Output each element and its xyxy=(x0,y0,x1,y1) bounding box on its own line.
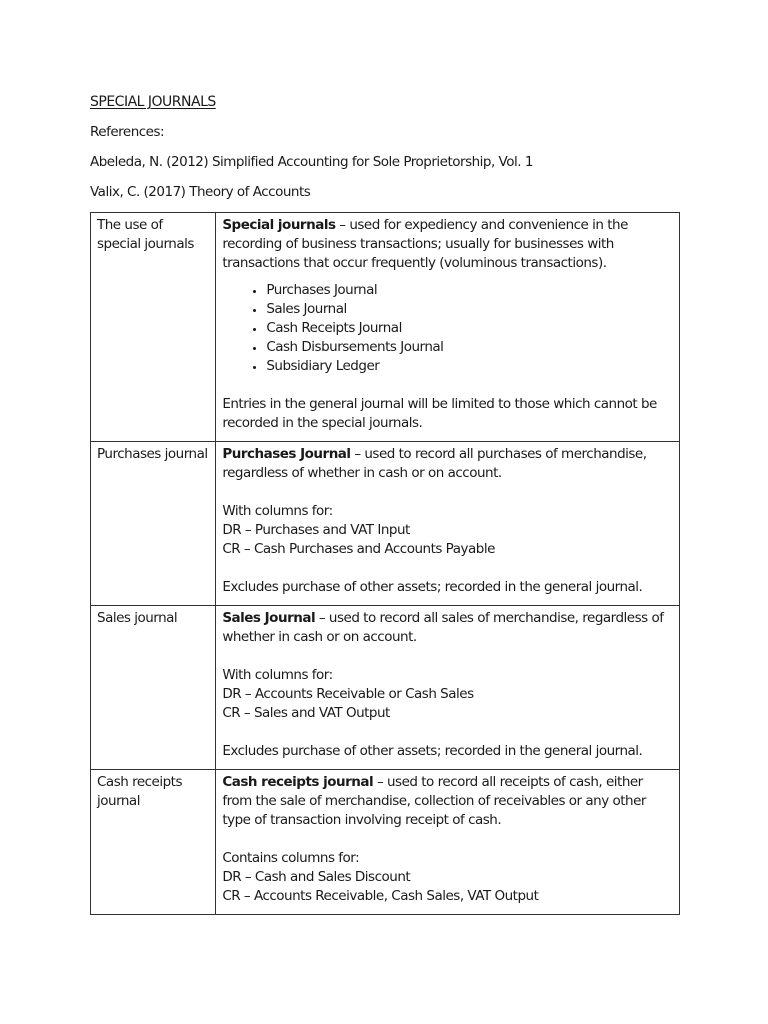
note-text: Excludes purchase of other assets; recorded in the general journal. xyxy=(222,579,643,595)
definition-paragraph xyxy=(222,216,673,273)
columns-heading: Contains columns for: xyxy=(222,850,360,866)
term: Sales Journal xyxy=(222,610,316,626)
table-row xyxy=(91,770,680,915)
table-row xyxy=(91,442,680,606)
list-item: • Sales Journal xyxy=(266,300,673,319)
row-label: Purchases journal xyxy=(91,442,216,606)
references-heading: References: xyxy=(90,124,165,140)
document-title: SPECIAL JOURNALS xyxy=(90,94,216,110)
list-item: • Cash Disbursements Journal xyxy=(266,338,673,357)
row-description xyxy=(216,770,680,915)
term: Special journals xyxy=(222,217,336,233)
row-description xyxy=(216,213,680,442)
list-item: • Subsidiary Ledger xyxy=(266,357,673,376)
document-page xyxy=(90,92,680,915)
reference-item-abeleda: Abeleda, N. (2012) Simplified Accounting for Sole Proprietorship, Vol. 1 xyxy=(90,154,533,170)
debit-line: DR – Cash and Sales Discount xyxy=(222,869,411,885)
columns-heading: With columns for: xyxy=(222,503,333,519)
list-item: • Cash Receipts Journal xyxy=(266,319,673,338)
row-label: The use of special journals xyxy=(91,213,216,442)
credit-line: CR – Accounts Receivable, Cash Sales, VAT Output xyxy=(222,888,539,904)
definition-text: – used to record all sales of merchandise, regardless of whether in cash or on account. xyxy=(222,610,664,645)
list-item: • Purchases Journal xyxy=(266,281,673,300)
row-label: Cash receipts journal xyxy=(91,770,216,915)
row-description xyxy=(216,606,680,770)
definition-text: – used to record all receipts of cash, either from the sale of merchandise, collection of receivables or any other type of transaction involving receipt of cash. xyxy=(222,774,646,828)
special-journals-table xyxy=(90,212,680,915)
debit-line: DR – Accounts Receivable or Cash Sales xyxy=(222,686,474,702)
row-label: Sales journal xyxy=(91,606,216,770)
term: Purchases Journal xyxy=(222,446,351,462)
note-text: Excludes purchase of other assets; recorded in the general journal. xyxy=(222,743,643,759)
note-text: Entries in the general journal will be limited to those which cannot be recorded in the special journals. xyxy=(222,396,657,431)
columns-heading: With columns for: xyxy=(222,667,333,683)
definition-text: – used for expediency and convenience in the recording of business transactions; usually for businesses with transactions that occur frequently (voluminous transactions). xyxy=(222,217,628,271)
reference-item-valix: Valix, C. (2017) Theory of Accounts xyxy=(90,184,311,200)
journal-types-list xyxy=(222,281,673,376)
definition-paragraph xyxy=(222,609,673,647)
term: Cash receipts journal xyxy=(222,774,374,790)
credit-line: CR – Cash Purchases and Accounts Payable xyxy=(222,541,495,557)
definition-text: – used to record all purchases of merchandise, regardless of whether in cash or on account. xyxy=(222,446,647,481)
definition-paragraph xyxy=(222,445,673,483)
table-row xyxy=(91,606,680,770)
row-description xyxy=(216,442,680,606)
credit-line: CR – Sales and VAT Output xyxy=(222,705,390,721)
table-row xyxy=(91,213,680,442)
definition-paragraph xyxy=(222,773,673,830)
debit-line: DR – Purchases and VAT Input xyxy=(222,522,410,538)
